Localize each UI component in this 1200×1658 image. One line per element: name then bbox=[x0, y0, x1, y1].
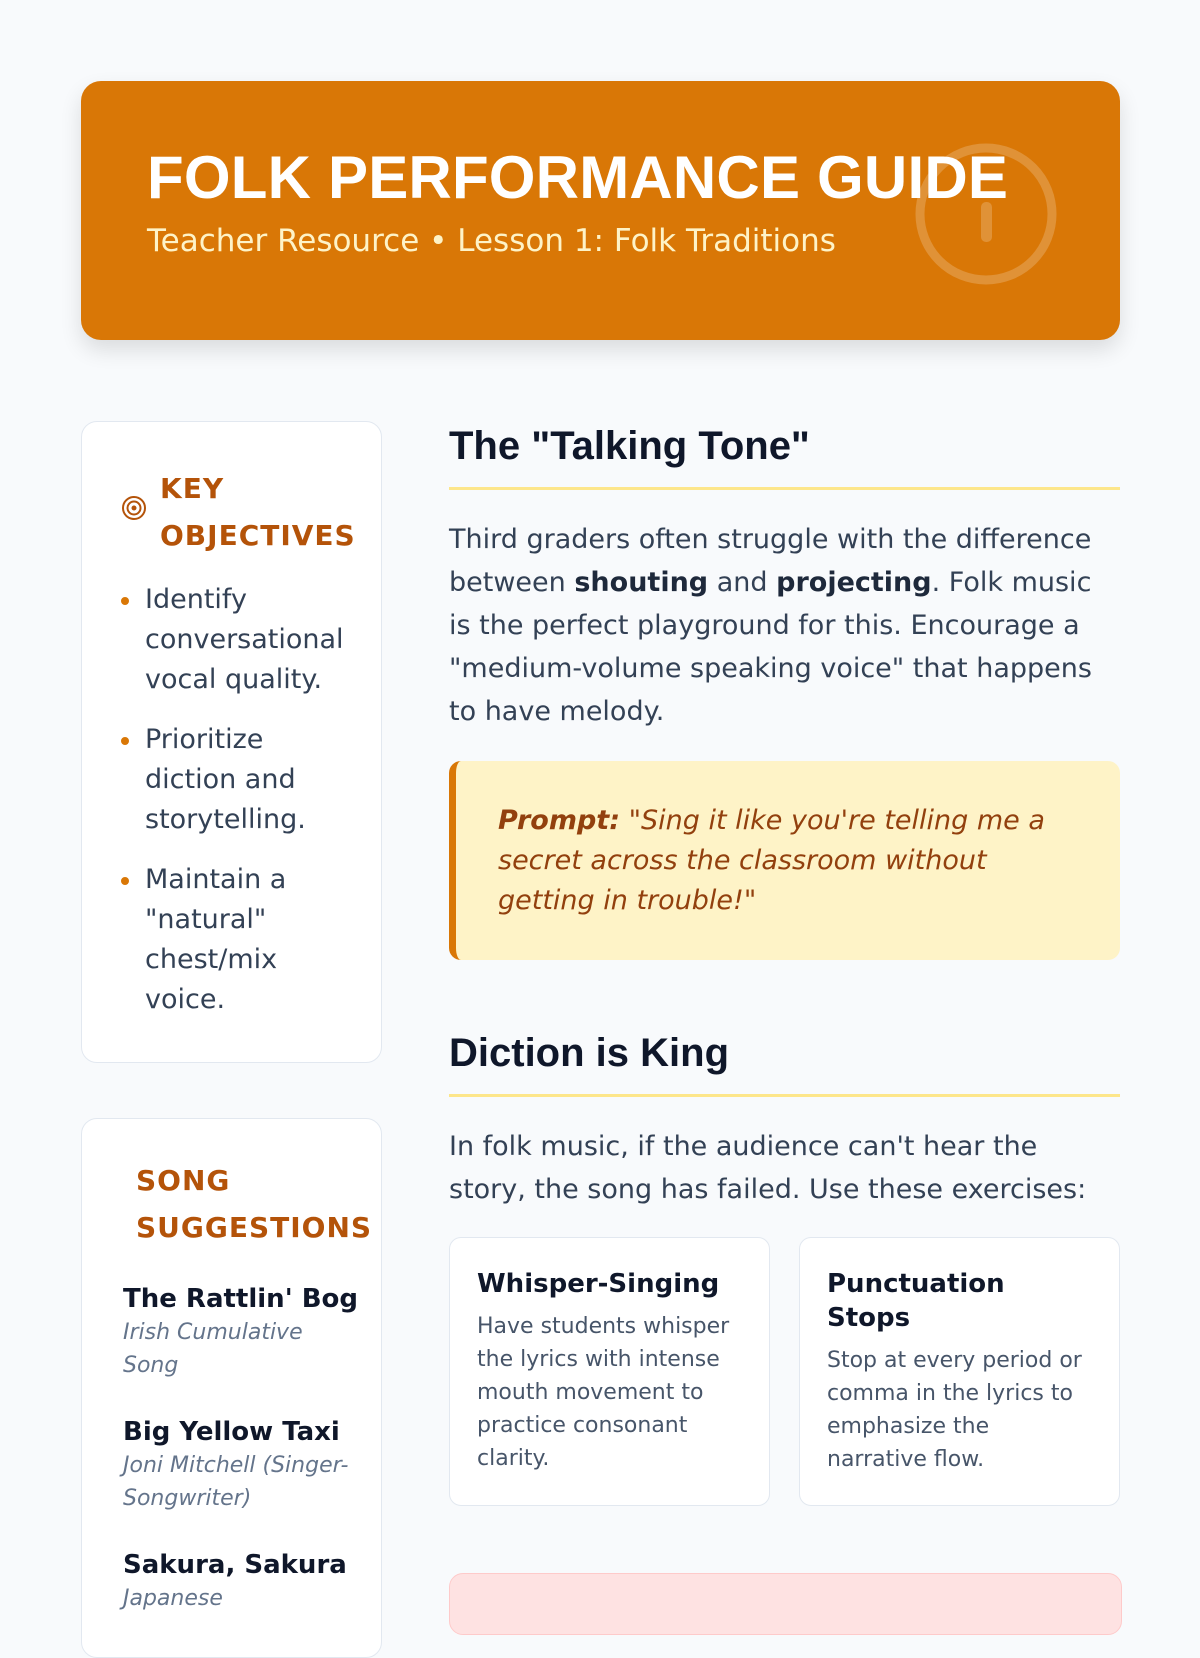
header-banner bbox=[81, 81, 1120, 340]
song-origin: Irish Cumulative Song bbox=[123, 1320, 303, 1378]
exercise-title: Punctuation Stops bbox=[827, 1269, 1005, 1333]
list-item: Prioritize diction and storytelling. bbox=[120, 720, 350, 840]
song-origin: Joni Mitchell (Singer-Songwriter) bbox=[123, 1453, 349, 1511]
exercise-description: Stop at every period or comma in the lyrics to emphasize the narrative flow. bbox=[827, 1348, 1082, 1472]
objectives-title: KEY OBJECTIVES bbox=[160, 472, 356, 552]
songs-card bbox=[81, 1118, 382, 1658]
talking-tone-section bbox=[449, 423, 1120, 469]
songs-title: SONG SUGGESTIONS bbox=[136, 1164, 373, 1244]
song-name: Big Yellow Taxi bbox=[123, 1417, 340, 1447]
exercise-title: Whisper-Singing bbox=[477, 1269, 720, 1299]
page-title: FOLK PERFORMANCE GUIDE bbox=[147, 144, 1009, 211]
diction-section bbox=[449, 1030, 1120, 1076]
song-name: Sakura, Sakura bbox=[123, 1550, 347, 1580]
diction-paragraph: In folk music, if the audience can't hear the story, the song has failed. Use these exercises: bbox=[449, 1131, 1087, 1205]
section-divider bbox=[449, 1094, 1120, 1097]
target-icon bbox=[120, 494, 148, 522]
talking-tone-paragraph: Third graders often struggle with the difference between shouting and projecting. Folk music is the perfect playground for this. Encourage a "medium-volume speaking voice" that happens to have melody. bbox=[449, 524, 1092, 727]
prompt-callout bbox=[449, 761, 1120, 960]
exercise-description: Have students whisper the lyrics with intense mouth movement to practice consonant clarity. bbox=[477, 1314, 730, 1471]
song-origin: Japanese bbox=[123, 1586, 223, 1611]
exercise-card-punctuation-stops bbox=[799, 1237, 1120, 1506]
list-item: Maintain a "natural" chest/mix voice. bbox=[120, 860, 350, 1020]
section-title: Diction is King bbox=[449, 1031, 729, 1075]
exercise-card-whisper-singing bbox=[449, 1237, 770, 1506]
section-divider bbox=[449, 487, 1120, 490]
song-name: The Rattlin' Bog bbox=[123, 1284, 358, 1314]
section-title: The "Talking Tone" bbox=[449, 424, 810, 468]
song-item bbox=[123, 1548, 363, 1615]
objectives-header bbox=[120, 465, 356, 559]
page-subtitle: Teacher Resource • Lesson 1: Folk Traditions bbox=[147, 223, 836, 259]
info-icon bbox=[911, 139, 1061, 289]
prompt-text: "Sing it like you're telling me a secret across the classroom without getting in trouble!" bbox=[498, 805, 1045, 916]
song-item bbox=[123, 1415, 363, 1515]
song-item bbox=[123, 1282, 363, 1382]
list-item: Identify conversational vocal quality. bbox=[120, 580, 350, 700]
objectives-card bbox=[81, 421, 382, 1063]
objectives-list bbox=[120, 580, 350, 1040]
warning-callout bbox=[449, 1573, 1122, 1635]
prompt-label: Prompt: bbox=[498, 805, 620, 836]
